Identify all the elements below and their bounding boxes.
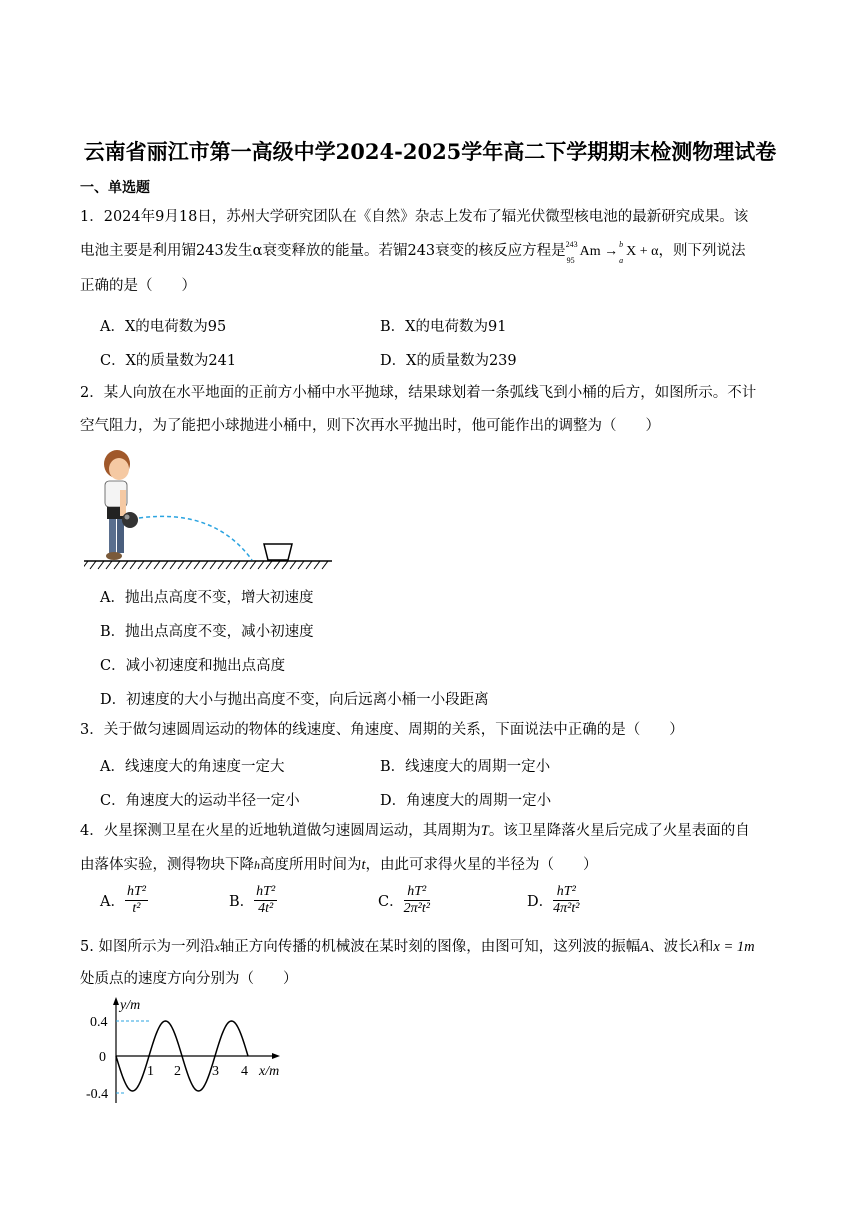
q2-line2: 空气阻力，为了能把小球抛进小桶中，则下次再水平抛出时，他可能作出的调整为（ ） bbox=[80, 418, 660, 434]
person-figure bbox=[104, 450, 138, 560]
x-tick-3: 3 bbox=[212, 1064, 219, 1079]
page-title: 云南省丽江市第一高级中学2024-2025学年高二下学期期末检测物理试卷 bbox=[83, 139, 777, 164]
q4-option-b-den: 4t² bbox=[258, 901, 274, 916]
q5-line1-mid3: 和 bbox=[698, 939, 714, 955]
q4-option-d-label: D． bbox=[527, 894, 554, 910]
q4-option-c-fraction bbox=[404, 884, 430, 917]
q2-option-d: D．初速度的大小与抛出高度不变，向后远离小桶一小段距离 bbox=[100, 692, 489, 708]
q4-line1 bbox=[80, 821, 750, 841]
eq-a: a bbox=[619, 256, 624, 265]
ball-trajectory bbox=[139, 516, 252, 560]
y-tick-0: 0 bbox=[99, 1050, 106, 1065]
q3-option-a: A．线速度大的角速度一定大 bbox=[100, 759, 285, 775]
q4-line2-mid: 高度所用时间为 bbox=[260, 857, 362, 873]
q1-line3: 正确的是（ ） bbox=[80, 278, 196, 294]
x-axis-arrow bbox=[272, 1053, 280, 1059]
q5-x-eq: x = 1m bbox=[713, 939, 755, 955]
q2-option-b: B．抛出点高度不变，减小初速度 bbox=[100, 624, 314, 640]
q4-var-T: T bbox=[480, 823, 489, 839]
q4-option-b-fraction bbox=[254, 884, 277, 917]
wave-graph bbox=[84, 995, 299, 1110]
q4-option-d-den: 4π²t² bbox=[553, 901, 580, 916]
q4-option-d-num: hT² bbox=[553, 884, 579, 901]
q5-line1-mid: 轴正方向传播的机械波在某时刻的图像，由图可知，这列波的振幅 bbox=[219, 939, 641, 955]
eq-z1: 95 bbox=[566, 256, 575, 265]
q1-line1: 1．2024年9月18日，苏州大学研究团队在《自然》杂志上发布了辐光伏微型核电池的最新研究成果。该 bbox=[80, 209, 749, 225]
q4-option-a-den: t² bbox=[132, 901, 141, 916]
q4-line2 bbox=[80, 855, 598, 875]
section-heading: 一、单选题 bbox=[80, 180, 150, 196]
q5-var-x: x bbox=[214, 940, 220, 954]
q1-option-b: B．X的电荷数为91 bbox=[380, 319, 507, 335]
q1-line2-end: ，则下列说法 bbox=[658, 243, 746, 259]
q4-var-t: t bbox=[361, 857, 366, 873]
q4-option-d-fraction bbox=[553, 884, 579, 917]
q4-option-a-num: hT² bbox=[126, 884, 146, 899]
y-axis-label: y/m bbox=[120, 998, 141, 1013]
ground-hatching bbox=[84, 561, 328, 569]
eq-b: b bbox=[619, 240, 624, 249]
x-tick-4: 4 bbox=[241, 1064, 248, 1079]
y-axis-arrow bbox=[113, 997, 119, 1005]
q4-line2-text: 由落体实验，测得物块下降 bbox=[80, 857, 254, 873]
q5-line1-text: 5. 如图所示为一列沿 bbox=[80, 939, 215, 955]
q4-option-a-label: A． bbox=[100, 894, 125, 910]
x-tick-2: 2 bbox=[174, 1064, 181, 1079]
q4-option-d bbox=[527, 884, 579, 917]
q3-option-b: B．线速度大的周期一定小 bbox=[380, 759, 551, 775]
q4-line1-end: 。该卫星降落火星后完成了火星表面的自 bbox=[488, 823, 750, 839]
q4-option-b-num: hT² bbox=[256, 884, 276, 899]
q5-line2: 处质点的速度方向分别为（ ） bbox=[80, 971, 298, 987]
q4-option-a bbox=[100, 884, 148, 917]
q5-var-lambda: λ bbox=[692, 939, 699, 955]
throw-illustration bbox=[84, 448, 334, 573]
q4-option-a-fraction bbox=[125, 884, 148, 917]
q1-option-c: C．X的质量数为241 bbox=[100, 353, 237, 369]
eq-am: Am bbox=[579, 244, 601, 259]
y-tick-0.4: 0.4 bbox=[90, 1015, 108, 1030]
q3-line1: 3．关于做匀速圆周运动的物体的线速度、角速度、周期的关系，下面说法中正确的是（ ） bbox=[80, 722, 684, 738]
q4-option-b bbox=[229, 884, 277, 917]
q3-option-d: D．角速度大的周期一定小 bbox=[380, 793, 552, 809]
q1-option-d: D．X的质量数为239 bbox=[380, 353, 517, 369]
x-axis-label: x/m bbox=[259, 1064, 280, 1079]
q4-option-c-num: hT² bbox=[404, 884, 430, 901]
q4-var-h: h bbox=[254, 858, 260, 872]
q5-var-A: A bbox=[640, 939, 650, 955]
q3-option-c: C．角速度大的运动半径一定小 bbox=[100, 793, 300, 809]
q1-line2 bbox=[80, 240, 746, 265]
y-tick--0.4: -0.4 bbox=[86, 1087, 109, 1102]
nuclear-equation bbox=[565, 240, 659, 265]
q1-option-a: A．X的电荷数为95 bbox=[100, 319, 227, 335]
q2-line1: 2．某人向放在水平地面的正前方小桶中水平抛球，结果球划着一条弧线飞到小桶的后方，如图所示。不计 bbox=[80, 385, 757, 401]
eq-a1: 243 bbox=[565, 240, 578, 249]
q4-line1-text: 4．火星探测卫星在火星的近地轨道做匀速圆周运动，其周期为 bbox=[80, 823, 481, 839]
q2-option-a: A．抛出点高度不变，增大初速度 bbox=[100, 590, 314, 606]
q4-option-c bbox=[378, 884, 430, 917]
bucket bbox=[264, 544, 292, 560]
q4-option-c-label: C． bbox=[378, 894, 404, 910]
eq-rest: X + α bbox=[626, 244, 659, 259]
q5-line1 bbox=[80, 937, 755, 957]
q1-line2-text: 电池主要是利用镅243发生α衰变释放的能量。若镅243衰变的核反应方程是 bbox=[80, 243, 566, 259]
eq-arrow: → bbox=[604, 244, 619, 259]
q4-option-c-den: 2π²t² bbox=[403, 901, 430, 916]
q2-option-c: C．减小初速度和抛出点高度 bbox=[100, 658, 286, 674]
q4-option-b-label: B． bbox=[229, 894, 255, 910]
q4-line2-end: ，由此可求得火星的半径为（ ） bbox=[365, 857, 598, 873]
q5-line1-mid2: 、波长 bbox=[649, 939, 693, 955]
x-tick-1: 1 bbox=[147, 1064, 154, 1079]
